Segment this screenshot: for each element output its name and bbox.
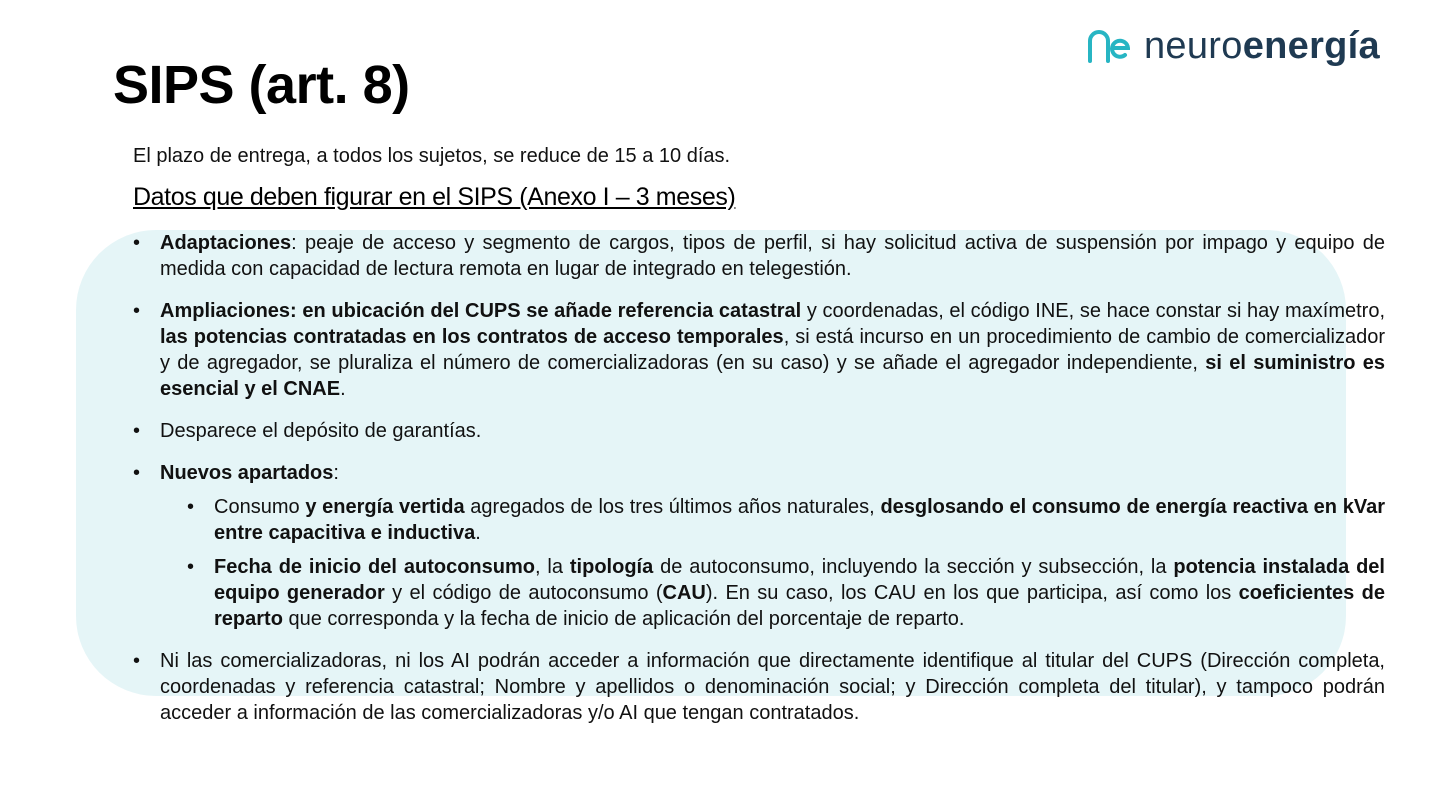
sub-bullet-autoconsumo [160,554,1385,632]
bullet-text: : peaje de acceso y segmento de cargos, tipos de perfil, si hay solicitud activa de suspensión por impago y equipo de medida con capacidad de lectura remota en lugar de integrado en telegestión. [160,232,1385,280]
bullet-acceso-informacion [133,648,1385,726]
bullet-text: : [333,462,339,484]
bullet-text: que corresponda y la fecha de inicio de aplicación del porcentaje de reparto. [282,608,965,630]
bullet-garantias [133,418,1385,444]
slide-title: SIPS (art. 8) [113,55,410,115]
sub-bullet-list [160,494,1385,632]
bullet-text: : [290,300,303,322]
bullet-content [133,230,1385,742]
bullet-text: agregados de los tres últimos años naturales, [464,496,881,518]
bullet-text: de autoconsumo, incluyendo la sección y subsección, la [653,556,1174,578]
bullet-label: Adaptaciones [160,232,292,254]
brand-wordmark [1144,27,1380,65]
bullet-text: , si está incurso en un procedimiento de cambio de comercializador y de agregador, se pluraliza el número de comercializadoras (en su caso) y se añade el agregador independiente, [160,326,1385,374]
bullet-ampliaciones [133,298,1385,402]
bullet-text: y coordenadas, el código INE, se hace constar si hay maxímetro, [801,300,1385,322]
bullet-label: Ampliaciones [160,300,291,322]
bullet-adaptaciones [133,230,1385,282]
bullet-text: Consumo [214,496,306,518]
bullet-text: , la [534,556,570,578]
bullet-emphasis: potencia instalada del equipo generador [214,556,1385,604]
bullet-text: . [340,378,346,400]
brand-wordmark-bold: energía [1242,25,1380,67]
bullet-text: y el código de autoconsumo ( [384,582,663,604]
intro-text: El plazo de entrega, a todos los sujetos, se reduce de 15 a 10 días. [133,145,731,167]
bullet-emphasis: Fecha de inicio del autoconsumo [214,556,535,578]
brand-logo [1086,22,1380,70]
bullet-emphasis: desglosando el consumo de energía reactiva en kVar entre capacitiva e inductiva [214,496,1385,544]
bullet-nuevos-apartados [133,460,1385,632]
brand-wordmark-light: neuro [1144,25,1243,67]
bullet-text: Desparece el depósito de garantías. [160,420,482,442]
bullet-text: Ni las comercializadoras, ni los AI podrán acceder a información que directamente identifique al titular del CUPS (Dirección completa, coordenadas y referencia catastral; Nombre y apellidos o denominación social; y Dirección completa del titular), y tampoco podrán acceder a información de las comercializadoras y/o AI que tengan contratados. [160,650,1385,724]
section-heading: Datos que deben figurar en el SIPS (Anexo I – 3 meses) [133,183,736,211]
bullet-emphasis: si el suministro es esencial y el CNAE [160,352,1385,400]
bullet-emphasis: coeficientes de reparto [214,582,1385,630]
bullet-text: . [475,522,481,544]
sub-bullet-consumo [160,494,1385,546]
bullet-emphasis: tipología [569,556,654,578]
bullet-emphasis: CAU [662,582,706,604]
bullet-emphasis: las potencias contratadas en los contratos de acceso temporales [160,326,784,348]
brand-mark-icon [1086,29,1130,63]
bullet-list [133,230,1385,726]
bullet-emphasis: y energía vertida [305,496,465,518]
bullet-label: Nuevos apartados [160,462,334,484]
bullet-emphasis: en ubicación del CUPS se añade referencia catastral [302,300,802,322]
bullet-text: ). En su caso, los CAU en los que participa, así como los [705,582,1239,604]
